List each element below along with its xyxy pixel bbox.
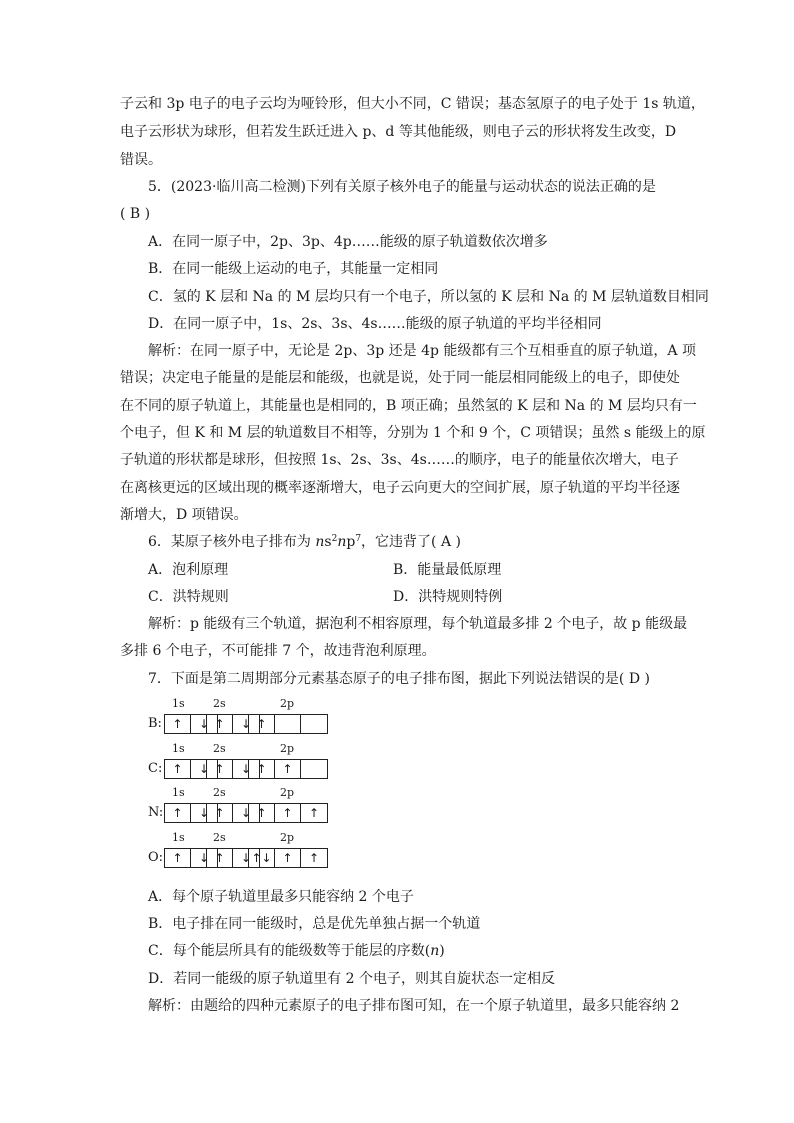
q5-answer: ( B ) <box>120 206 151 222</box>
q6-stem: 6．某原子核外电子排布为 $ns^2np^7$，它违背了( A ) <box>148 534 461 550</box>
q6-analysis-2: 多排 6 个电子，不可能排 7 个，故违背泡利原理。 <box>120 643 436 659</box>
intro-line-2: 电子云形状为球形，但若发生跃迁进入 p、d 等其他能级，则电子云的形状将发生改变，D <box>120 124 677 140</box>
sublevel-label: 2p <box>280 786 295 799</box>
q5-option-a: A．在同一原子中，2p、3p、4p……能级的原子轨道数依次增多 <box>148 234 548 250</box>
orbital-cell: ↓ <box>198 762 210 776</box>
orbital-cell <box>301 715 327 733</box>
orbital-box <box>248 759 328 779</box>
q5-analysis-7: 渐增大，D 项错误。 <box>120 507 248 523</box>
q7-option-a: A．每个原子轨道里最多只能容纳 2 个电子 <box>148 889 414 905</box>
q6-option-c: C．洪特规则 <box>148 589 229 605</box>
sublevel-label: 2s <box>213 697 226 710</box>
q5-analysis-2: 错误；决定电子能量的是能层和能级，也就是说，处于同一能层相同能级上的电子，即使处 <box>120 370 680 386</box>
orbital-row <box>148 786 348 832</box>
q5-option-b: B．在同一能级上运动的电子，其能量一定相同 <box>148 261 439 277</box>
orbital-cell: ↓ <box>198 851 210 865</box>
sublevel-label: 2s <box>213 786 226 799</box>
q5-stem: 5．(2023·临川高二检测)下列有关原子核外电子的能量与运动状态的说法正确的是 <box>148 179 656 195</box>
orbital-cell <box>275 715 301 733</box>
element-label: B: <box>148 716 162 731</box>
orbital-cell: ↓ <box>240 717 252 731</box>
q6-option-d: D．洪特规则特例 <box>393 589 503 605</box>
orbital-cell: ↑ <box>275 804 301 822</box>
q5-option-d: D．在同一原子中，1s、2s、3s、4s……能级的原子轨道的平均半径相同 <box>148 316 602 332</box>
element-label: N: <box>148 805 164 820</box>
orbital-cell: ↑ <box>308 851 320 865</box>
sublevel-label: 2p <box>280 831 295 844</box>
orbital-box <box>248 714 328 734</box>
orbital-cell: ↑ <box>207 849 233 867</box>
q5-analysis-1: 解析：在同一原子中，无论是 2p、3p 还是 4p 能级都有三个互相垂直的原子轨道，A 项 <box>148 343 696 359</box>
orbital-cell <box>301 760 327 778</box>
sublevel-label: 2s <box>213 831 226 844</box>
orbital-cell: ↓ <box>240 806 252 820</box>
intro-line-3: 错误。 <box>120 152 162 168</box>
orbital-cell: ↑ <box>207 715 233 733</box>
sublevel-label: 1s <box>172 697 185 710</box>
orbital-cell: ↑ <box>249 804 275 822</box>
sublevel-label: 2p <box>280 742 295 755</box>
orbital-cell: ↑ <box>165 760 191 778</box>
q7-analysis: 解析：由题给的四种元素原子的电子排布图可知，在一个原子轨道里，最多只能容纳 2 <box>148 998 680 1014</box>
orbital-cell: ↑ <box>165 715 191 733</box>
orbital-cell: ↓ <box>240 851 252 865</box>
orbital-row <box>148 697 348 743</box>
element-label: C: <box>148 761 163 776</box>
orbital-cell: ↑ <box>308 806 320 820</box>
orbital-box <box>248 803 328 823</box>
sublevel-label: 1s <box>172 786 185 799</box>
q5-analysis-5: 子轨道的形状都是球形，但按照 1s、2s、3s、4s……的顺序，电子的能量依次增大，电子 <box>120 452 679 468</box>
q5-analysis-3: 在不同的原子轨道上，其能量也是相同的，B 项正确；虽然氢的 K 层和 Na 的 M 层均只有一 <box>120 398 697 414</box>
q7-option-c: C．每个能层所具有的能级数等于能层的序数(n) <box>148 943 445 959</box>
orbital-row <box>148 831 348 877</box>
orbital-cell: ↑ <box>249 760 275 778</box>
element-label: O: <box>148 850 164 865</box>
orbital-cell: ↑ <box>165 849 191 867</box>
orbital-cell: ↓ <box>198 717 210 731</box>
q6-analysis-1: 解析：p 能级有三个轨道，据泡利不相容原理，每个轨道最多排 2 个电子，故 p 能级最 <box>148 616 688 632</box>
orbital-cell: ↑ <box>249 715 275 733</box>
q5-option-c: C．氢的 K 层和 Na 的 M 层均只有一个电子，所以氢的 K 层和 Na 的 M 层轨道数目相同 <box>148 289 709 305</box>
orbital-cell: ↑ <box>275 849 301 867</box>
orbital-row <box>148 742 348 788</box>
q5-analysis-4: 个电子，但 K 和 M 层的轨道数目不相等，分别为 1 个和 9 个，C 项错误；虽然 s 能级上的原 <box>120 425 706 441</box>
q7-stem: 7．下面是第二周期部分元素基态原子的电子排布图，据此下列说法错误的是( D ) <box>148 671 650 687</box>
q6-option-b: B．能量最低原理 <box>393 562 502 578</box>
q5-analysis-6: 在离核更远的区域出现的概率逐渐增大，电子云向更大的空间扩展，原子轨道的平均半径逐 <box>120 480 680 496</box>
orbital-cell: ↑ <box>207 760 233 778</box>
sublevel-label: 2p <box>280 697 295 710</box>
sublevel-label: 2s <box>213 742 226 755</box>
q7-option-d: D．若同一能级的原子轨道里有 2 个电子，则其自旋状态一定相反 <box>148 971 556 987</box>
orbital-cell: ↑↓ <box>249 849 275 867</box>
sublevel-label: 1s <box>172 742 185 755</box>
orbital-box <box>248 848 328 868</box>
sublevel-label: 1s <box>172 831 185 844</box>
orbital-cell: ↓ <box>198 806 210 820</box>
q7-option-b: B．电子排在同一能级时，总是优先单独占据一个轨道 <box>148 916 481 932</box>
orbital-cell: ↑ <box>275 760 301 778</box>
orbital-cell: ↓ <box>240 762 252 776</box>
orbital-cell: ↑ <box>207 804 233 822</box>
orbital-cell: ↑ <box>165 804 191 822</box>
intro-line-1: 子云和 3p 电子的电子云均为哑铃形，但大小不同，C 错误；基态氢原子的电子处于 1s 轨道， <box>120 96 705 112</box>
q6-option-a: A．泡利原理 <box>148 562 229 578</box>
